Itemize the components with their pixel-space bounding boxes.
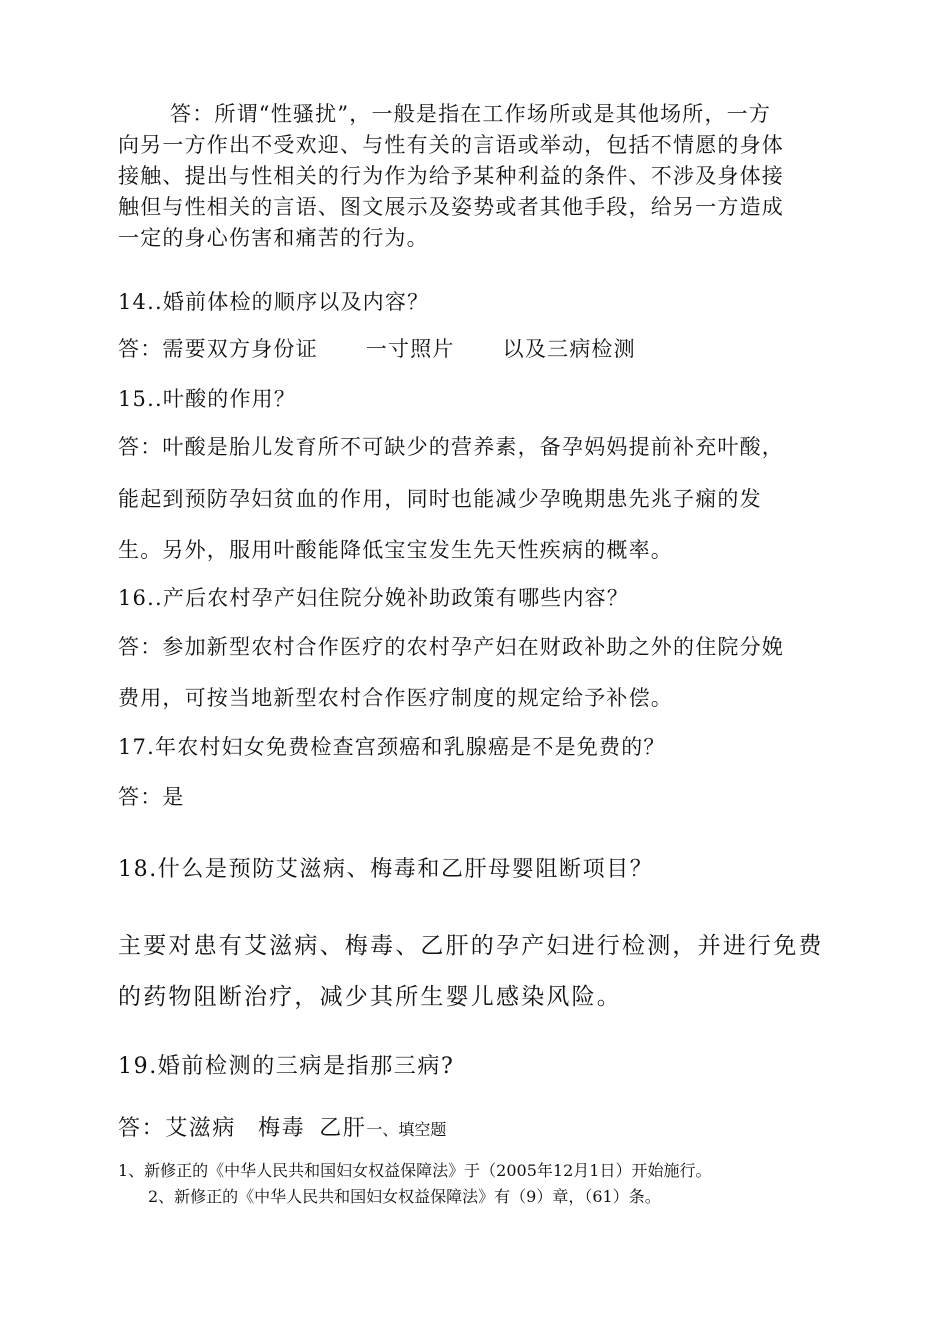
- answer-15-line-3: 生。另外，服用叶酸能降低宝宝发生先天性疾病的概率。: [118, 538, 673, 562]
- intro-line-1: 答：所谓“性骚扰”，一般是指在工作场所或是其他场所，一方: [170, 102, 772, 126]
- intro-line-2: 向另一方作出不受欢迎、与性有关的言语或举动，包括不情愿的身体: [118, 133, 784, 157]
- answer-14: [118, 333, 636, 363]
- answer-19-part-1: 答：艾滋病: [118, 1116, 237, 1141]
- intro-line-3: 接触、提出与性相关的行为作为给予某种利益的条件、不涉及身体接: [118, 164, 784, 188]
- section-heading-fill-blank: 一、填空题: [366, 1120, 447, 1139]
- question-17: 17.年农村妇女免费检查宫颈癌和乳腺癌是不是免费的？: [118, 735, 666, 759]
- fill-blank-item-1: 1、新修正的《中华人民共和国妇女权益保障法》于（2005年12月1日）开始施行。: [118, 1161, 712, 1180]
- answer-15-line-2: 能起到预防孕妇贫血的作用，同时也能减少孕晚期患先兆子痫的发: [118, 487, 762, 511]
- answer-14-part-2: 一寸照片: [365, 337, 455, 361]
- answer-18-line-2: 的药物阻断治疗，减少其所生婴儿感染风险。: [118, 984, 622, 1010]
- question-18: 18.什么是预防艾滋病、梅毒和乙肝母婴阻断项目？: [118, 857, 654, 882]
- answer-16-line-1: 答：参加新型农村合作医疗的农村孕产妇在财政补助之外的住院分娩: [118, 635, 784, 659]
- answer-14-part-1: 答：需要双方身份证: [118, 337, 318, 361]
- answer-18-line-1: 主要对患有艾滋病、梅毒、乙肝的孕产妇进行检测，并进行免费: [118, 933, 824, 959]
- intro-line-4: 触但与性相关的言语、图文展示及姿势或者其他手段，给另一方造成: [118, 195, 784, 219]
- question-16: 16..产后农村孕产妇住院分娩补助政策有哪些内容？: [118, 586, 630, 610]
- answer-16-line-2: 费用，可按当地新型农村合作医疗制度的规定给予补偿。: [118, 686, 673, 710]
- answer-17: 答：是: [118, 785, 185, 809]
- fill-blank-item-2: 2、新修正的《中华人民共和国妇女权益保障法》有（9）章，（61）条。: [148, 1187, 661, 1206]
- answer-19-part-3: 乙肝: [319, 1116, 367, 1141]
- question-14: 14..婚前体检的顺序以及内容？: [118, 290, 430, 314]
- answer-19-part-2: 梅毒: [258, 1116, 306, 1141]
- answer-15-line-1: 答：叶酸是胎儿发育所不可缺少的营养素，备孕妈妈提前补充叶酸，: [118, 435, 784, 459]
- answer-19: [118, 1111, 446, 1142]
- question-19: 19.婚前检测的三病是指那三病?: [118, 1054, 455, 1079]
- intro-line-5: 一定的身心伤害和痛苦的行为。: [118, 226, 429, 250]
- answer-14-part-3: 以及三病检测: [502, 337, 636, 361]
- question-15: 15..叶酸的作用？: [118, 387, 297, 411]
